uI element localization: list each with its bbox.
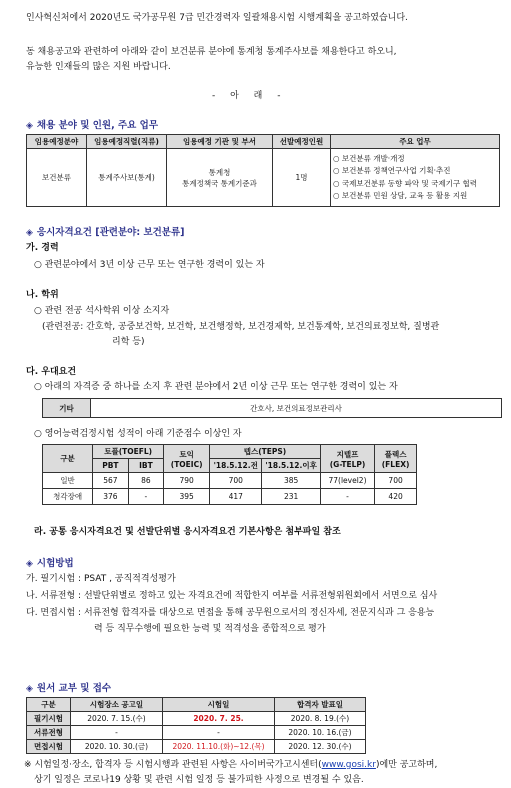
cell-gtelp: 77(level2)	[320, 473, 374, 489]
cell-result: 2020. 12. 30.(수)	[275, 740, 366, 754]
cell-ibt: 86	[128, 473, 164, 489]
header-result: 합격자 발표일	[275, 698, 366, 712]
majors-line-1: (관련전공: 간호학, 공중보건학, 보건학, 보건행정학, 보건경제학, 보건통계학, 보건의료정보학, 질병관	[42, 322, 440, 332]
header-gtelp: 지텔프 (G-TELP)	[320, 445, 374, 473]
below-label: - 아 래 -	[212, 91, 287, 101]
cell-toeic: 395	[164, 489, 210, 505]
english-item: ○ 영어능력검정시험 성적이 아래 기준점수 이상인 자	[34, 429, 242, 439]
cell-ibt: -	[128, 489, 164, 505]
cell-pbt: 567	[93, 473, 129, 489]
footnote-line-1: ※ 시험일정·장소, 합격자 등 시험시행과 관련된 사항은 사이버국가고시센터(www.gosi.kr)에만 공고하며,	[24, 760, 438, 770]
cell-type: 면접시험	[27, 740, 71, 754]
cert-value: 간호사, 보건의료정보관리사	[91, 399, 502, 418]
gosi-link[interactable]: www.gosi.kr	[321, 760, 376, 770]
table-row	[27, 726, 366, 740]
section-application-title: ◈ 원서 교부 및 접수	[26, 683, 112, 694]
preference-item: ○ 아래의 자격증 중 하나를 소지 후 관련 분야에서 2년 이상 근무 또는 연구한 경력이 있는 자	[34, 382, 398, 392]
table-row	[27, 149, 500, 207]
header-agency: 임용예정 기관 및 부서	[167, 135, 273, 149]
header-notice: 시험장소 공고일	[71, 698, 163, 712]
cell-series: 통계주사보(통계)	[87, 149, 167, 207]
cell-notice: 2020. 7. 15.(수)	[71, 712, 163, 726]
employment-table	[26, 134, 500, 207]
header-teps: 텝스(TEPS)	[210, 445, 321, 459]
intro-line-1: 인사혁신처에서 2020년도 국가공무원 7급 민간경력자 일괄채용시험 시행계획을 공고하였습니다.	[26, 13, 408, 23]
cell-toeic: 790	[164, 473, 210, 489]
common-requirements-note: 라. 공통 응시자격요건 및 선발단위별 응시자격요건 기본사항은 첨부파일 참조	[34, 527, 341, 537]
header-teps-before: '18.5.12.전	[210, 459, 262, 473]
cell-notice: 2020. 10. 30.(금)	[71, 740, 163, 754]
cell-exam-date: 2020. 7. 25.	[163, 712, 275, 726]
career-item: ○ 관련분야에서 3년 이상 근무 또는 연구한 경력이 있는 자	[34, 260, 265, 270]
header-field: 임용예정분야	[27, 135, 87, 149]
diamond-icon: ◈	[26, 559, 33, 569]
document-screening-line: 나. 서류전형 : 선발단위별로 정하고 있는 자격요건에 적합한지 여부를 서류전형위원회에서 서면으로 심사	[26, 591, 438, 601]
career-heading: 가. 경력	[26, 243, 59, 253]
degree-heading: 나. 학위	[26, 290, 59, 300]
cell-notice: -	[71, 726, 163, 740]
preference-heading: 다. 우대요건	[26, 367, 77, 377]
table-row	[43, 473, 417, 489]
cell-teps-after: 385	[262, 473, 321, 489]
table-row	[43, 489, 417, 505]
diamond-icon: ◈	[26, 228, 33, 238]
header-toefl: 토플(TOEFL)	[93, 445, 164, 459]
header-ibt: IBT	[128, 459, 164, 473]
header-flex: 플렉스 (FLEX)	[375, 445, 417, 473]
diamond-icon: ◈	[26, 684, 33, 694]
cell-teps-before: 700	[210, 473, 262, 489]
majors-line-2: 리학 등)	[112, 337, 145, 347]
cell-category: 일반	[43, 473, 93, 489]
cell-gtelp: -	[320, 489, 374, 505]
cell-result: 2020. 10. 16.(금)	[275, 726, 366, 740]
section-qualification-title: ◈ 응시자격요건 [관련분야: 보건분류]	[26, 227, 185, 238]
certificate-table	[42, 398, 502, 418]
cell-flex: 700	[375, 473, 417, 489]
intro-line-3: 유능한 인재들의 많은 지원 바랍니다.	[26, 62, 171, 72]
header-count: 선발예정인원	[273, 135, 331, 149]
cell-field: 보건분류	[27, 149, 87, 207]
section-exam-method-title: ◈ 시험방법	[26, 558, 74, 569]
degree-item: ○ 관련 전공 석사학위 이상 소지자	[34, 306, 170, 316]
english-score-table	[42, 444, 417, 505]
cell-teps-after: 231	[262, 489, 321, 505]
table-row	[27, 740, 366, 754]
header-category: 구분	[43, 445, 93, 473]
header-series: 임용예정직렬(직류)	[87, 135, 167, 149]
footnote-line-2: 상기 일정은 코로나19 상황 및 관련 시험 일정 등 불가피한 사정으로 변경될 수 있음.	[34, 775, 364, 785]
header-teps-after: '18.5.12.이후	[262, 459, 321, 473]
cell-teps-before: 417	[210, 489, 262, 505]
cell-flex: 420	[375, 489, 417, 505]
written-exam-line: 가. 필기시험 : PSAT , 공직적격성평가	[26, 574, 176, 584]
intro-line-2: 동 채용공고와 관련하여 아래와 같이 보건분류 분야에 통계청 통계주사보를 채용한다고 하오니,	[26, 47, 397, 57]
cert-label: 기타	[43, 399, 91, 418]
header-toeic: 토익 (TOEIC)	[164, 445, 210, 473]
cell-type: 서류전형	[27, 726, 71, 740]
header-pbt: PBT	[93, 459, 129, 473]
cell-result: 2020. 8. 19.(수)	[275, 712, 366, 726]
cell-exam-date: 2020. 11.10.(화)~12.(목)	[163, 740, 275, 754]
table-row	[27, 712, 366, 726]
cell-exam-date: -	[163, 726, 275, 740]
cell-count: 1명	[273, 149, 331, 207]
header-type: 구분	[27, 698, 71, 712]
cell-duties: ○ 보건분류 개발·개정 ○ 보건분류 정책연구사업 기획·추진 ○ 국제보건분류 동향 파악 및 국제기구 협력 ○ 보건분류 민원 상담, 교육 등 활용 지원	[331, 149, 500, 207]
cell-agency: 통계청 통계정책국 통계기준과	[167, 149, 273, 207]
section-employment-title: ◈ 채용 분야 및 인원, 주요 업무	[26, 120, 159, 131]
header-duties: 주요 업무	[331, 135, 500, 149]
cell-pbt: 376	[93, 489, 129, 505]
header-exam-date: 시험일	[163, 698, 275, 712]
diamond-icon: ◈	[26, 121, 33, 131]
schedule-table	[26, 697, 366, 754]
interview-line-1: 다. 면접시험 : 서류전형 합격자를 대상으로 면접을 통해 공무원으로서의 정신자세, 전문지식과 그 응용능	[26, 608, 435, 618]
interview-line-2: 력 등 직무수행에 필요한 능력 및 적격성을 종합적으로 평가	[94, 624, 326, 634]
cell-type: 필기시험	[27, 712, 71, 726]
cell-category: 청각장애	[43, 489, 93, 505]
